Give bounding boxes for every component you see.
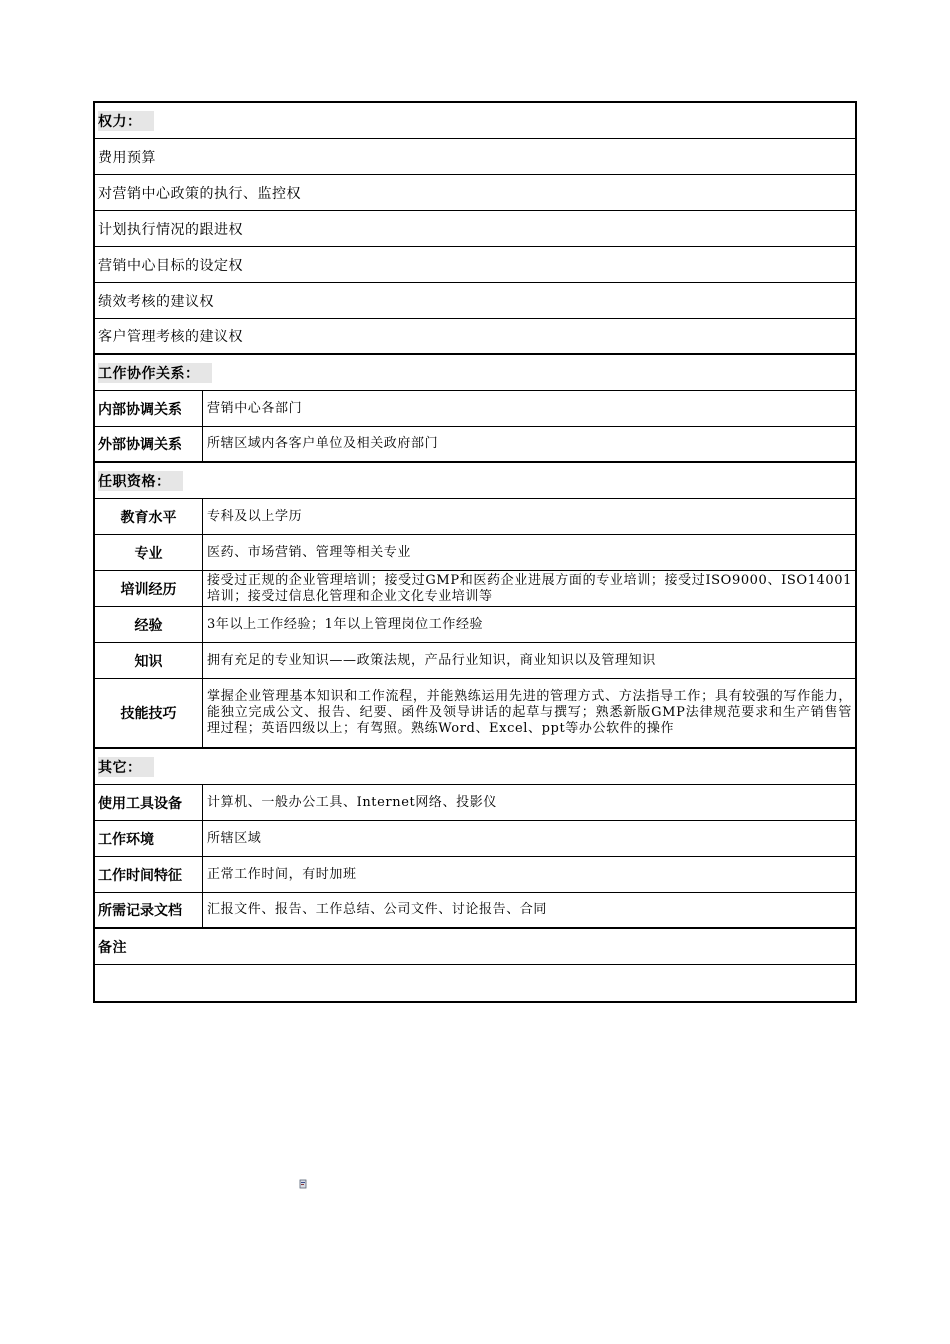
other-value: 计算机、一般办公工具、Internet网络、投影仪 [207, 794, 497, 810]
cooperation-label: 内部协调关系 [95, 391, 203, 426]
section-header-cooperation [95, 355, 855, 391]
authority-item [95, 139, 855, 175]
other-heading: 其它： [98, 757, 154, 777]
authority-item [95, 247, 855, 283]
authority-item-text: 绩效考核的建议权 [98, 293, 214, 310]
qualification-value: 3年以上工作经验；1年以上管理岗位工作经验 [207, 616, 484, 632]
other-row-environment [95, 821, 855, 857]
document-icon [299, 1179, 308, 1189]
authority-item-text: 计划执行情况的跟进权 [98, 221, 243, 238]
section-header-authority [95, 103, 855, 139]
other-label: 所需记录文档 [95, 893, 203, 927]
qualification-row-education [95, 499, 855, 535]
authority-item-text: 对营销中心政策的执行、监控权 [98, 185, 301, 202]
qualification-value: 拥有充足的专业知识——政策法规，产品行业知识，商业知识以及管理知识 [207, 652, 656, 668]
authority-heading: 权力： [98, 111, 154, 131]
qualification-label: 经验 [95, 607, 203, 642]
qualification-row-training [95, 571, 855, 607]
section-header-qualification [95, 463, 855, 499]
job-description-table [93, 101, 857, 1003]
authority-item [95, 175, 855, 211]
qualification-value: 掌握企业管理基本知识和工作流程，并能熟练运用先进的管理方式、方法指导工作；具有较强的写作能力，能独立完成公文、报告、纪要、函件及领导讲话的起草与撰写；熟悉新版GMP法律规范要求和生产销售管理过程；英语四级以上；有驾照。熟练Word、Excel、ppt等办公软件的操作 [207, 689, 852, 736]
cooperation-label: 外部协调关系 [95, 427, 203, 461]
qualification-row-experience [95, 607, 855, 643]
authority-item [95, 319, 855, 355]
authority-item [95, 283, 855, 319]
other-value: 汇报文件、报告、工作总结、公司文件、讨论报告、合同 [207, 902, 548, 917]
section-header-other [95, 749, 855, 785]
qualification-value: 专科及以上学历 [207, 508, 303, 524]
qualification-heading: 任职资格： [98, 471, 183, 491]
cooperation-heading: 工作协作关系： [98, 363, 212, 383]
remarks-heading: 备注 [98, 939, 127, 956]
qualification-label: 技能技巧 [95, 679, 203, 747]
qualification-value: 接受过正规的企业管理培训；接受过GMP和医药企业进展方面的专业培训；接受过ISO9000、ISO14001培训；接受过信息化管理和企业文化专业培训等 [207, 572, 852, 604]
other-value: 正常工作时间，有时加班 [207, 866, 357, 882]
qualification-row-skills [95, 679, 855, 749]
section-header-remarks [95, 929, 855, 965]
other-value: 所辖区域 [207, 830, 262, 846]
cooperation-value: 营销中心各部门 [207, 400, 303, 416]
remarks-value [95, 965, 855, 1001]
cooperation-value: 所辖区域内各客户单位及相关政府部门 [207, 436, 439, 451]
other-label: 工作时间特征 [95, 857, 203, 892]
qualification-label: 培训经历 [95, 571, 203, 606]
remarks-row [95, 965, 855, 1001]
qualification-label: 专业 [95, 535, 203, 570]
cooperation-row-internal [95, 391, 855, 427]
qualification-label: 教育水平 [95, 499, 203, 534]
other-label: 使用工具设备 [95, 785, 203, 820]
cooperation-row-external [95, 427, 855, 463]
authority-item [95, 211, 855, 247]
other-label: 工作环境 [95, 821, 203, 856]
qualification-row-knowledge [95, 643, 855, 679]
qualification-value: 医药、市场营销、管理等相关专业 [207, 544, 412, 560]
qualification-label: 知识 [95, 643, 203, 678]
authority-item-text: 客户管理考核的建议权 [98, 329, 243, 345]
other-row-tools [95, 785, 855, 821]
other-row-worktime [95, 857, 855, 893]
other-row-documents [95, 893, 855, 929]
authority-item-text: 费用预算 [98, 149, 156, 166]
authority-item-text: 营销中心目标的设定权 [98, 257, 243, 274]
qualification-row-major [95, 535, 855, 571]
